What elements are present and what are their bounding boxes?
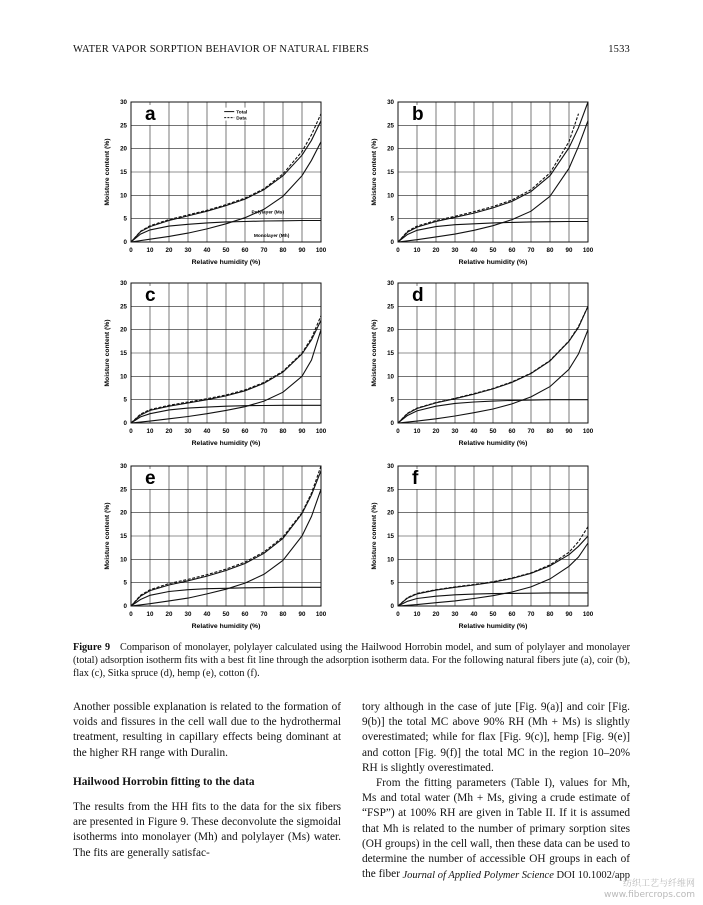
- y-axis-label: Moisture content (%): [371, 502, 378, 570]
- x-tick-label: 100: [582, 247, 594, 254]
- legend-label: Data: [236, 116, 247, 122]
- x-tick-label: 30: [451, 428, 459, 435]
- y-tick-label: 20: [387, 326, 394, 334]
- y-tick-label: 25: [387, 122, 394, 130]
- annotation-label: Polylayer (Ms): [251, 210, 285, 216]
- y-tick-label: 5: [123, 579, 127, 587]
- doi: DOI 10.1002/app: [556, 870, 630, 881]
- x-tick-label: 60: [508, 428, 516, 435]
- figure-panel-a: [95, 95, 345, 273]
- y-tick-label: 5: [123, 396, 127, 404]
- x-tick-label: 100: [315, 247, 327, 254]
- caption-text: Comparison of monolayer, polylayer calculated using the Hailwood Horrobin model, and sum of polylayer and monolayer (total) adsorption isotherm fits with a best fit line through the adsorption isotherm data. For the following natural fibers jute (a), coir (b), flax (c), Sitka spruce (d), hemp (e), cotton (f).: [73, 642, 630, 679]
- chart-svg: [95, 459, 345, 637]
- x-tick-label: 10: [413, 611, 421, 618]
- x-tick-label: 90: [565, 611, 573, 618]
- x-tick-label: 80: [546, 247, 554, 254]
- x-tick-label: 0: [396, 611, 400, 618]
- panel-label: b: [412, 104, 424, 125]
- paragraph: Another possible explanation is related to the formation of voids and fissures in the cell wall due to the hydrothermal treatment, resulting in capillary effects being dominant at the higher RH range with Duralin.: [73, 701, 341, 759]
- y-tick-label: 15: [387, 169, 394, 176]
- x-tick-label: 50: [222, 247, 230, 254]
- watermark-line: 纺织工艺与纤维网: [622, 879, 695, 889]
- y-tick-label: 20: [120, 326, 127, 334]
- figure-caption: [73, 641, 630, 680]
- y-tick-label: 15: [387, 533, 394, 540]
- x-tick-label: 40: [203, 428, 211, 435]
- running-title: WATER VAPOR SORPTION BEHAVIOR OF NATURAL FIBERS: [73, 44, 370, 55]
- x-tick-label: 20: [432, 247, 440, 254]
- x-tick-label: 100: [582, 611, 594, 618]
- y-tick-label: 30: [387, 463, 394, 470]
- footer: [402, 870, 630, 881]
- x-tick-label: 50: [489, 428, 497, 435]
- y-axis-label: Moisture content (%): [371, 319, 378, 387]
- x-tick-label: 60: [508, 611, 516, 618]
- x-tick-label: 10: [146, 428, 154, 435]
- x-tick-label: 10: [146, 611, 154, 618]
- x-tick-label: 30: [184, 428, 192, 435]
- x-tick-label: 50: [222, 428, 230, 435]
- chart-svg: [362, 459, 612, 637]
- watermark-line: www.fibercrops.com: [604, 890, 695, 900]
- y-tick-label: 15: [387, 350, 394, 357]
- y-tick-label: 15: [120, 350, 127, 357]
- x-tick-label: 0: [129, 428, 133, 435]
- x-tick-label: 50: [489, 611, 497, 618]
- y-tick-label: 10: [387, 556, 394, 564]
- x-tick-label: 80: [546, 611, 554, 618]
- y-tick-label: 15: [120, 169, 127, 176]
- x-tick-label: 60: [241, 428, 249, 435]
- x-tick-label: 0: [396, 247, 400, 254]
- section-heading: Hailwood Horrobin fitting to the data: [73, 775, 255, 788]
- y-tick-label: 25: [120, 486, 127, 494]
- x-tick-label: 70: [527, 428, 535, 435]
- x-tick-label: 40: [203, 611, 211, 618]
- running-head: [73, 44, 630, 55]
- y-tick-label: 20: [120, 145, 127, 153]
- paragraph: The results from the HH fits to the data for the six fibers are presented in Figure 9. These deconvolute the sigmoidal isotherms into monolayer (Mh) and polylayer (Ms) water. The fits are generally satisfac-: [73, 801, 341, 859]
- y-tick-label: 25: [120, 122, 127, 130]
- y-tick-label: 5: [123, 215, 127, 223]
- paragraph: From the fitting parameters (Table I), values for Mh, Ms and total water (Mh + Ms, giving a crude estimate of “FSP”) at 100% RH are given in Table II. If it is assumed that Mh is related to the number of primary sorption sites (OH groups) in the cell wall, then these data can be used to determine the number of accessible OH groups in each of the fiber: [362, 777, 630, 881]
- figure-panel-b: [362, 95, 612, 273]
- y-tick-label: 15: [120, 533, 127, 540]
- y-tick-label: 0: [123, 239, 127, 246]
- x-tick-label: 0: [129, 611, 133, 618]
- y-axis-label: Moisture content (%): [104, 138, 111, 206]
- figure-panel-f: [362, 459, 612, 637]
- panel-label: c: [145, 285, 156, 306]
- x-tick-label: 70: [527, 247, 535, 254]
- chart-svg: [362, 95, 612, 273]
- y-tick-label: 10: [387, 373, 394, 381]
- x-tick-label: 80: [279, 611, 287, 618]
- journal-name: Journal of Applied Polymer Science: [402, 870, 554, 881]
- watermark: [604, 879, 695, 901]
- annotation-label: Monolayer (Mh): [253, 233, 290, 239]
- y-tick-label: 25: [387, 486, 394, 494]
- chart-svg: [362, 276, 612, 454]
- y-tick-label: 20: [387, 145, 394, 153]
- x-tick-label: 60: [241, 247, 249, 254]
- y-axis-label: Moisture content (%): [371, 138, 378, 206]
- y-tick-label: 30: [120, 463, 127, 470]
- y-axis-label: Moisture content (%): [104, 319, 111, 387]
- panel-label: e: [145, 468, 156, 489]
- panel-label: a: [145, 104, 156, 125]
- x-tick-label: 40: [470, 611, 478, 618]
- x-tick-label: 90: [565, 247, 573, 254]
- x-tick-label: 20: [432, 611, 440, 618]
- left-column: [73, 700, 341, 861]
- y-tick-label: 30: [120, 280, 127, 287]
- y-tick-label: 30: [120, 99, 127, 106]
- y-tick-label: 0: [390, 603, 394, 610]
- x-tick-label: 40: [470, 247, 478, 254]
- figure-panel-d: [362, 276, 612, 454]
- y-axis-label: Moisture content (%): [104, 502, 111, 570]
- page-number: 1533: [608, 44, 630, 55]
- x-tick-label: 10: [146, 247, 154, 254]
- x-axis-label: Relative humidity (%): [191, 259, 261, 266]
- panel-label: d: [412, 285, 424, 306]
- y-tick-label: 10: [120, 192, 127, 200]
- x-tick-label: 30: [451, 247, 459, 254]
- y-tick-label: 20: [387, 509, 394, 517]
- x-tick-label: 10: [413, 428, 421, 435]
- x-axis-label: Relative humidity (%): [191, 440, 261, 447]
- x-tick-label: 50: [222, 611, 230, 618]
- caption-label: Figure 9: [73, 642, 111, 653]
- x-tick-label: 30: [184, 247, 192, 254]
- x-tick-label: 80: [279, 247, 287, 254]
- x-tick-label: 100: [315, 428, 327, 435]
- paragraph: tory although in the case of jute [Fig. 9(a)] and coir [Fig. 9(b)] the total MC above 90% RH (Mh + Ms) is slightly overestimated; while for flax [Fig. 9(c)], hemp [Fig. 9(e)] and cotton [Fig. 9(f)] the total MC in the region 10–20% RH is slightly overestimated.: [362, 701, 630, 774]
- x-tick-label: 100: [582, 428, 594, 435]
- x-tick-label: 20: [432, 428, 440, 435]
- y-tick-label: 0: [123, 420, 127, 427]
- x-tick-label: 100: [315, 611, 327, 618]
- x-tick-label: 80: [546, 428, 554, 435]
- y-tick-label: 10: [120, 556, 127, 564]
- x-tick-label: 20: [165, 428, 173, 435]
- x-tick-label: 70: [260, 611, 268, 618]
- chart-svg: [95, 95, 345, 273]
- x-tick-label: 70: [260, 247, 268, 254]
- x-tick-label: 0: [129, 247, 133, 254]
- y-tick-label: 20: [120, 509, 127, 517]
- x-axis-label: Relative humidity (%): [458, 259, 528, 266]
- y-tick-label: 5: [390, 579, 394, 587]
- x-tick-label: 30: [184, 611, 192, 618]
- x-tick-label: 20: [165, 247, 173, 254]
- x-axis-label: Relative humidity (%): [191, 623, 261, 630]
- y-tick-label: 10: [120, 373, 127, 381]
- x-tick-label: 80: [279, 428, 287, 435]
- y-tick-label: 25: [120, 303, 127, 311]
- y-tick-label: 25: [387, 303, 394, 311]
- y-tick-label: 5: [390, 396, 394, 404]
- x-tick-label: 90: [298, 428, 306, 435]
- legend-label: Total: [236, 110, 248, 116]
- y-tick-label: 5: [390, 215, 394, 223]
- figure-panel-e: [95, 459, 345, 637]
- y-tick-label: 30: [387, 280, 394, 287]
- x-tick-label: 90: [298, 247, 306, 254]
- y-tick-label: 10: [387, 192, 394, 200]
- x-axis-label: Relative humidity (%): [458, 623, 528, 630]
- x-tick-label: 60: [241, 611, 249, 618]
- chart-svg: [95, 276, 345, 454]
- x-tick-label: 60: [508, 247, 516, 254]
- x-tick-label: 20: [165, 611, 173, 618]
- x-tick-label: 40: [470, 428, 478, 435]
- y-tick-label: 0: [390, 239, 394, 246]
- x-tick-label: 50: [489, 247, 497, 254]
- y-tick-label: 0: [123, 603, 127, 610]
- x-tick-label: 30: [451, 611, 459, 618]
- x-tick-label: 0: [396, 428, 400, 435]
- x-tick-label: 90: [298, 611, 306, 618]
- figure-panel-c: [95, 276, 345, 454]
- x-tick-label: 70: [260, 428, 268, 435]
- x-tick-label: 90: [565, 428, 573, 435]
- panel-label: f: [412, 468, 419, 489]
- x-tick-label: 40: [203, 247, 211, 254]
- y-tick-label: 30: [387, 99, 394, 106]
- right-column: [362, 700, 630, 882]
- x-tick-label: 10: [413, 247, 421, 254]
- y-tick-label: 0: [390, 420, 394, 427]
- x-axis-label: Relative humidity (%): [458, 440, 528, 447]
- x-tick-label: 70: [527, 611, 535, 618]
